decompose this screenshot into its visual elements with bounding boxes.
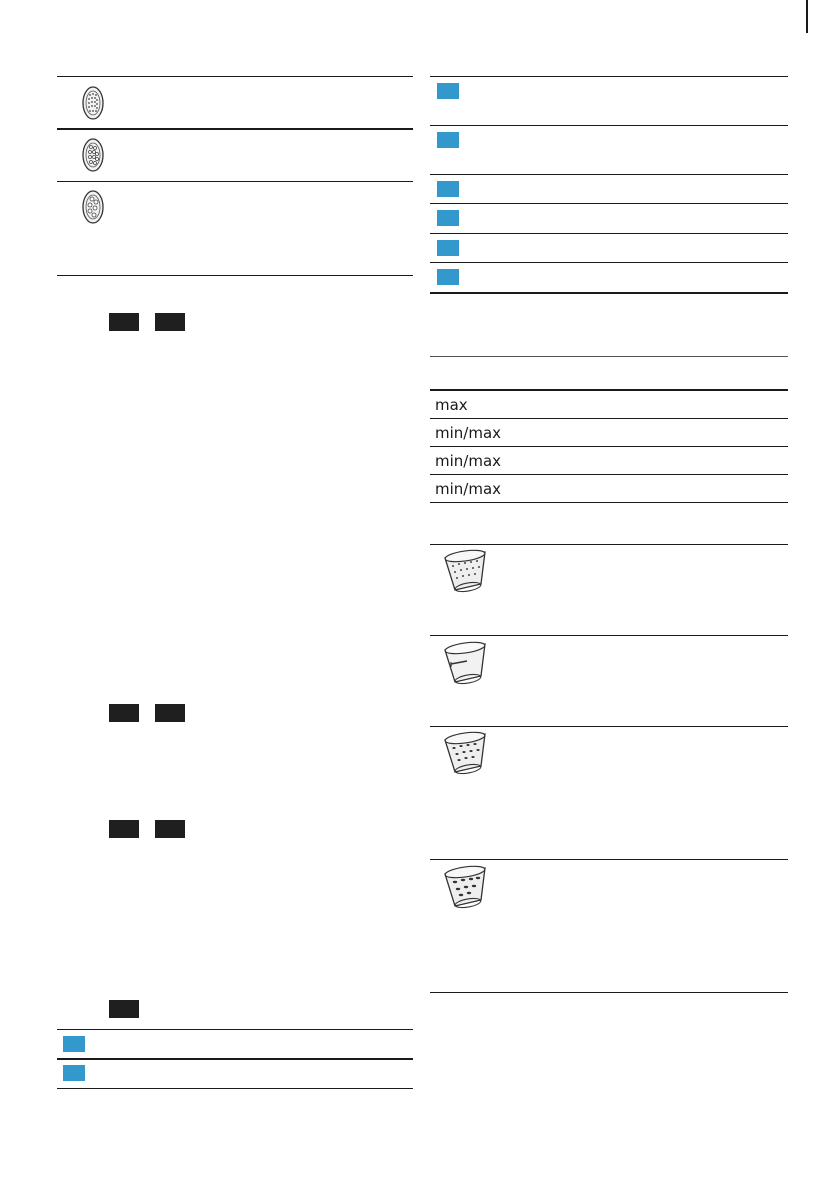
info-marker [63, 1036, 85, 1052]
divider [57, 1058, 413, 1060]
step-marker [109, 820, 139, 838]
table-header-rule [430, 389, 788, 391]
slicing-drum-icon [437, 640, 493, 686]
speed-value: min/max [435, 452, 502, 470]
divider [57, 275, 413, 276]
info-marker [437, 181, 459, 197]
table-row-rule [430, 474, 788, 475]
info-marker [437, 132, 459, 148]
speed-value: max [435, 396, 468, 414]
divider [430, 233, 788, 234]
divider [430, 203, 788, 204]
perforated-disc-medium-icon [80, 137, 106, 173]
info-marker [437, 269, 459, 285]
divider [57, 181, 413, 182]
step-marker [109, 1000, 139, 1018]
divider [57, 128, 413, 130]
info-marker [63, 1065, 85, 1081]
table-row-rule [430, 502, 788, 503]
info-marker [437, 210, 459, 226]
divider [430, 635, 788, 636]
divider [430, 726, 788, 727]
speed-value: min/max [435, 424, 502, 442]
perforated-disc-fine-icon [80, 85, 106, 121]
step-marker [155, 820, 185, 838]
divider [430, 544, 788, 545]
step-marker [155, 313, 185, 331]
divider [430, 262, 788, 263]
divider [57, 76, 413, 77]
grating-drum-medium-icon [437, 730, 493, 776]
divider [430, 174, 788, 175]
page-edge-marker [806, 0, 808, 33]
perforated-disc-coarse-icon [80, 189, 106, 225]
speed-value: min/max [435, 480, 502, 498]
divider [430, 76, 788, 77]
grating-drum-coarse-icon [437, 864, 493, 910]
divider [430, 859, 788, 860]
divider [57, 1029, 413, 1030]
step-marker [155, 704, 185, 722]
divider [430, 292, 788, 294]
info-marker [437, 83, 459, 99]
divider [430, 356, 788, 357]
step-marker [109, 313, 139, 331]
info-marker [437, 240, 459, 256]
divider [57, 1088, 413, 1089]
step-marker [109, 704, 139, 722]
grating-drum-fine-icon [437, 548, 493, 594]
divider [430, 992, 788, 993]
table-row-rule [430, 446, 788, 447]
table-row-rule [430, 418, 788, 419]
divider [430, 125, 788, 126]
